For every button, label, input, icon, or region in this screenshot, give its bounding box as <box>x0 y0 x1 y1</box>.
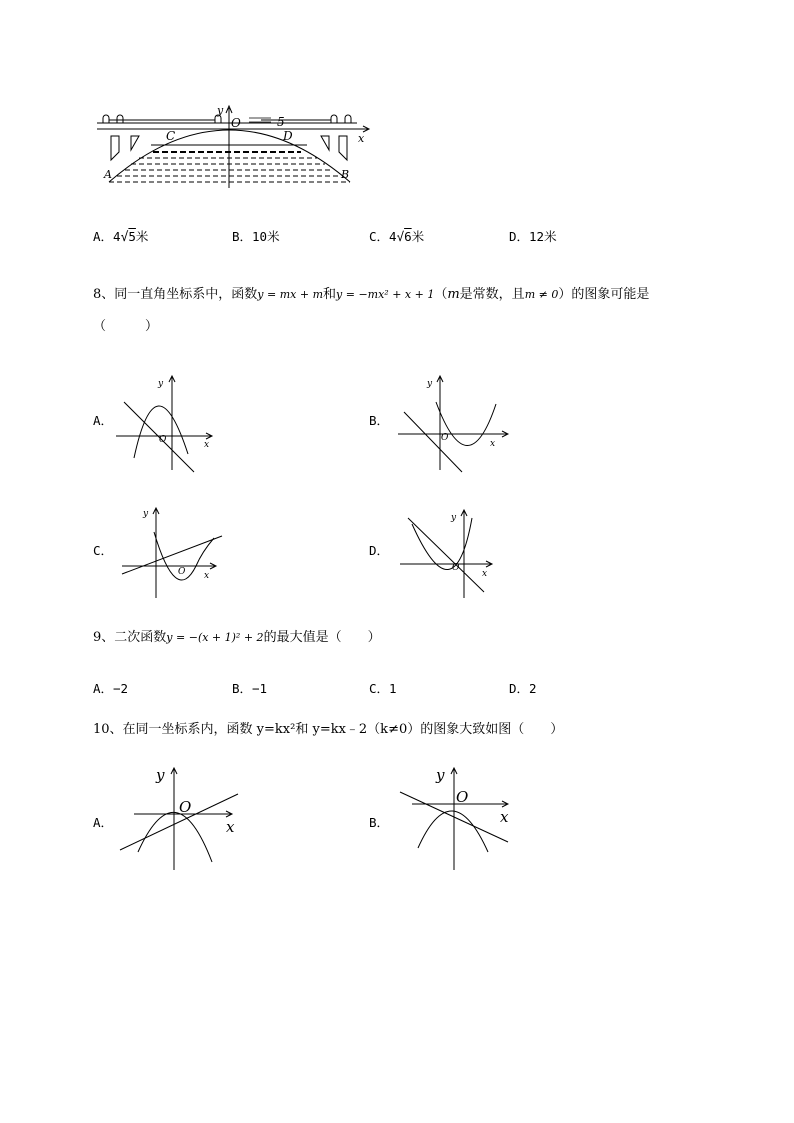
q8-graph-a-y: y <box>158 379 164 389</box>
q9-number: 9、 <box>93 630 115 645</box>
q8-graph-d-x: x <box>482 569 488 579</box>
q8-text-1: 同一直角坐标系中，函数 <box>114 287 258 302</box>
q7-option-b-text: 10米 <box>252 229 280 244</box>
q8-option-b-label[interactable]: B． <box>369 413 390 428</box>
q9-question <box>93 629 381 647</box>
q8-option-c-label[interactable]: C． <box>93 543 114 558</box>
q7-option-c-sqrt: √ <box>396 229 405 244</box>
q8-option-d-label[interactable]: D． <box>369 543 390 558</box>
q8-graph-b-x: x <box>490 439 496 449</box>
q9-option-b-letter: B． <box>232 681 253 696</box>
q8-graph-c-o: O <box>178 567 186 577</box>
q10-graph-a-x: x <box>226 818 235 836</box>
q8-graph-c[interactable] <box>116 502 226 602</box>
q7-option-a-letter: A． <box>93 229 114 244</box>
q10-text: 在同一坐标系内，函数 y=kx²和 y=kx﹣2（k≠0）的图象大致如图（ ） <box>122 722 564 737</box>
q10-graph-a[interactable] <box>116 764 246 874</box>
q10-graph-b-o: O <box>456 788 469 806</box>
q8-question <box>93 286 649 304</box>
q10-question <box>93 721 563 739</box>
q8-answer-paren: （ ） <box>93 319 159 334</box>
q9-option-a[interactable] <box>93 680 128 698</box>
q8-graph-d-y: y <box>451 513 457 523</box>
bridge-five-label: 5 <box>277 115 285 129</box>
q8-function-1: y = mx + m <box>257 288 323 301</box>
q7-option-d-text: 12米 <box>529 229 557 244</box>
q9-option-c-letter: C． <box>369 681 390 696</box>
q7-option-c-coef: 4 <box>389 229 397 244</box>
q8-text-2: 和 <box>323 287 337 302</box>
q7-option-a-coef: 4 <box>113 229 121 244</box>
q9-text-2: 的最大值是（ ） <box>263 630 381 645</box>
q9-option-d-letter: D． <box>509 681 530 696</box>
q9-text-1: 二次函数 <box>114 630 167 645</box>
q7-option-c-radicand: 6 <box>404 229 412 244</box>
bridge-d-label: D <box>283 129 293 143</box>
q8-graph-a[interactable] <box>112 372 222 472</box>
q8-graph-d-o: O <box>452 563 460 573</box>
q8-graph-a-o: O <box>159 435 167 445</box>
q9-formula: y = −(x + 1)² + 2 <box>166 631 264 644</box>
bridge-x-label: x <box>358 132 365 145</box>
bridge-b-label: B <box>341 168 350 181</box>
bridge-o-label: O <box>231 116 241 130</box>
q8-condition: m ≠ 0 <box>524 288 559 301</box>
bridge-y-label: y <box>217 104 224 117</box>
q7-option-a-unit: 米 <box>135 229 149 244</box>
q7-option-c-unit: 米 <box>411 229 425 244</box>
q7-option-b[interactable] <box>232 228 280 246</box>
q8-graph-d[interactable] <box>396 506 496 602</box>
q8-text-4: 是常数，且 <box>459 287 525 302</box>
q7-option-a-radicand: 5 <box>128 229 136 244</box>
q8-m: m <box>447 287 460 302</box>
q9-option-c[interactable] <box>369 680 397 698</box>
q8-graph-b-y: y <box>427 379 433 389</box>
q7-option-d-letter: D． <box>509 229 530 244</box>
q10-option-b-label[interactable]: B． <box>369 815 390 830</box>
q10-graph-a-y: y <box>156 766 165 784</box>
q8-function-2: y = −mx² + x + 1 <box>336 288 435 301</box>
q8-graph-b-o: O <box>441 433 449 443</box>
bridge-a-label: A <box>104 168 112 181</box>
bridge-figure <box>95 100 375 190</box>
q10-graph-b-y: y <box>436 766 445 784</box>
q10-option-a-label[interactable]: A． <box>93 815 114 830</box>
q8-text-3: （ <box>434 287 448 302</box>
q10-graph-a-o: O <box>179 798 192 816</box>
q8-graph-a-x: x <box>204 440 210 450</box>
q7-option-d[interactable] <box>509 228 557 246</box>
q8-number: 8、 <box>93 287 115 302</box>
q8-graph-c-x: x <box>204 571 210 581</box>
q9-option-a-value: −2 <box>113 681 129 696</box>
q7-option-a-sqrt: √ <box>120 230 129 245</box>
q9-option-d[interactable] <box>509 680 537 698</box>
q8-option-a-label[interactable]: A． <box>93 413 114 428</box>
bridge-c-label: C <box>166 129 176 143</box>
q8-graph-c-y: y <box>143 509 149 519</box>
q10-number: 10、 <box>93 722 123 737</box>
q9-option-d-value: 2 <box>529 681 537 696</box>
q7-option-a[interactable] <box>93 228 148 247</box>
q9-option-b-value: −1 <box>252 681 268 696</box>
q8-graph-b[interactable] <box>394 372 514 472</box>
q7-option-c-letter: C． <box>369 229 390 244</box>
q7-option-c[interactable] <box>369 228 424 246</box>
q9-option-b[interactable] <box>232 680 267 698</box>
q10-graph-b-x: x <box>500 808 509 826</box>
q7-option-b-letter: B． <box>232 229 253 244</box>
q8-text-5: ）的图象可能是 <box>558 287 650 302</box>
q9-option-a-letter: A． <box>93 681 114 696</box>
q9-option-c-value: 1 <box>389 681 397 696</box>
q10-graph-b[interactable] <box>396 764 520 874</box>
